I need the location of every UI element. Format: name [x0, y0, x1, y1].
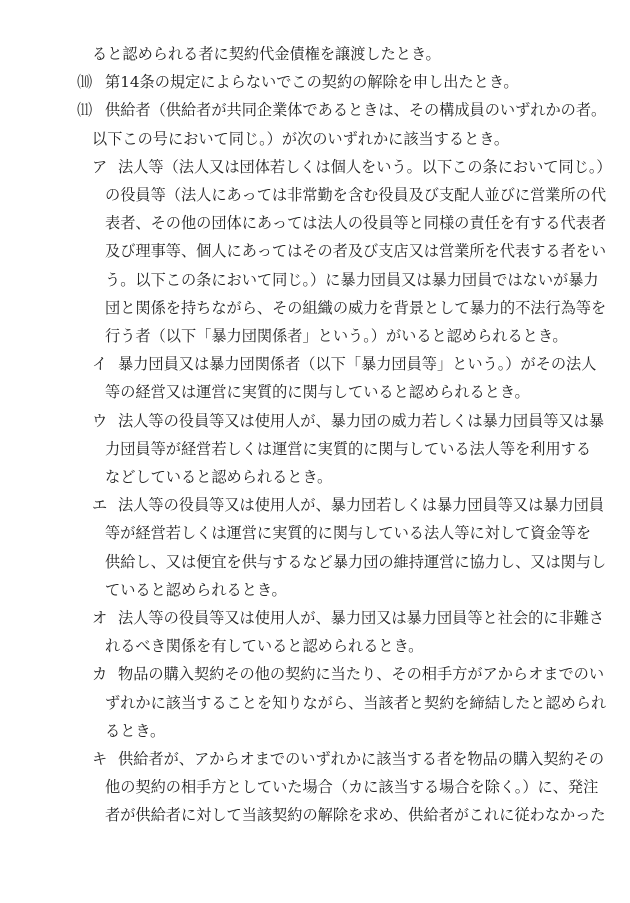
text-line — [0, 491, 630, 519]
line-text: などしていると認められるとき。 — [105, 468, 333, 486]
text-line — [0, 801, 630, 829]
text-line — [0, 68, 630, 96]
line-text: 者が供給者に対して当該契約の解除を求め、供給者がこれに従わなかった — [105, 806, 606, 825]
text-line — [0, 294, 630, 322]
line-text: 物品の購入契約その他の契約に当たり、その相手方がアからオまでのい — [118, 665, 604, 684]
line-text: 法人等（法人又は団体若しくは個人をいう。以下この条において同じ。） — [118, 157, 612, 176]
text-line — [0, 209, 630, 237]
text-line — [0, 463, 630, 491]
item-marker: イ — [92, 355, 108, 374]
text-line — [0, 717, 630, 745]
line-text: ずれかに該当することを知りながら、当該者と契約を締結したと認められ — [105, 693, 607, 712]
text-line — [0, 576, 630, 604]
line-text: るとき。 — [105, 721, 166, 740]
line-text: れるべき関係を有していると認められるとき。 — [105, 637, 424, 656]
text-line — [0, 435, 630, 463]
text-line — [0, 632, 630, 660]
item-marker: エ — [92, 496, 108, 515]
line-text: 等が経営若しくは運営に実質的に関与している法人等に対して資金等を — [105, 524, 591, 543]
line-text: の役員等（法人にあっては非常勤を含む役員及び支配人並びに営業所の代 — [105, 186, 607, 204]
line-text: 供給者が、アからオまでのいずれかに該当する者を物品の購入契約その — [118, 750, 604, 768]
text-line — [0, 407, 630, 435]
line-text: 他の契約の相手方としていた場合（カに該当する場合を除く。）に、発注 — [105, 778, 599, 797]
text-line — [0, 378, 630, 406]
text-line — [0, 181, 630, 209]
item-marker: カ — [92, 665, 108, 684]
text-line — [0, 689, 630, 717]
text-line — [0, 350, 630, 378]
line-text: 以下この号において同じ。）が次のいずれかに該当するとき。 — [92, 129, 510, 148]
line-text: ると認められる者に契約代金債権を譲渡したとき。 — [92, 45, 441, 63]
line-text: う。以下この条において同じ。）に暴力団員又は暴力団員ではないが暴力 — [105, 270, 599, 289]
text-line — [0, 322, 630, 350]
text-line — [0, 153, 630, 181]
line-text: 団と関係を持ちながら、その組織の威力を背景として暴力的不法行為等を — [105, 298, 607, 317]
text-line — [0, 125, 630, 153]
line-text: 第14条の規定によらないでこの契約の解除を申し出たとき。 — [105, 73, 519, 92]
line-text: 法人等の役員等又は使用人が、暴力団の威力若しくは暴力団員等又は暴 — [118, 411, 604, 430]
line-text: 力団員等が経営若しくは運営に実質的に関与している法人等を利用する — [105, 439, 591, 458]
line-text: 表者、その他の団体にあっては法人の役員等と同様の責任を有する代表者 — [105, 214, 607, 233]
text-line — [0, 745, 630, 773]
line-text: ていると認められるとき。 — [105, 580, 287, 599]
text-line — [0, 266, 630, 294]
line-text: 及び理事等、個人にあってはその者及び支店又は営業所を代表する者をい — [105, 242, 607, 261]
item-marker: ⑽ — [77, 73, 93, 92]
line-text: 供給者（供給者が共同企業体であるときは、その構成員のいずれかの者。 — [105, 101, 607, 120]
line-text: 暴力団員又は暴力団関係者（以下「暴力団員等」という。）がその法人 — [118, 355, 597, 374]
text-line — [0, 604, 630, 632]
text-line — [0, 660, 630, 688]
line-text: 法人等の役員等又は使用人が、暴力団又は暴力団員等と社会的に非難さ — [118, 609, 604, 627]
text-line — [0, 40, 630, 68]
text-line — [0, 773, 630, 801]
item-marker: キ — [92, 750, 108, 768]
item-marker: オ — [92, 609, 108, 627]
item-marker: ウ — [92, 411, 108, 430]
text-line — [0, 548, 630, 576]
item-marker: ⑾ — [77, 101, 93, 120]
text-line — [0, 96, 630, 124]
line-text: 供給し、又は便宜を供与するなど暴力団の維持運営に協力し、又は関与し — [105, 552, 607, 571]
line-text: 法人等の役員等又は使用人が、暴力団若しくは暴力団員等又は暴力団員 — [118, 496, 604, 515]
item-marker: ア — [92, 157, 108, 176]
text-line — [0, 237, 630, 265]
line-text: 等の経営又は運営に実質的に関与していると認められるとき。 — [105, 383, 530, 402]
line-text: 行う者（以下「暴力団関係者」という。）がいると認められるとき。 — [105, 327, 568, 345]
text-line — [0, 519, 630, 547]
